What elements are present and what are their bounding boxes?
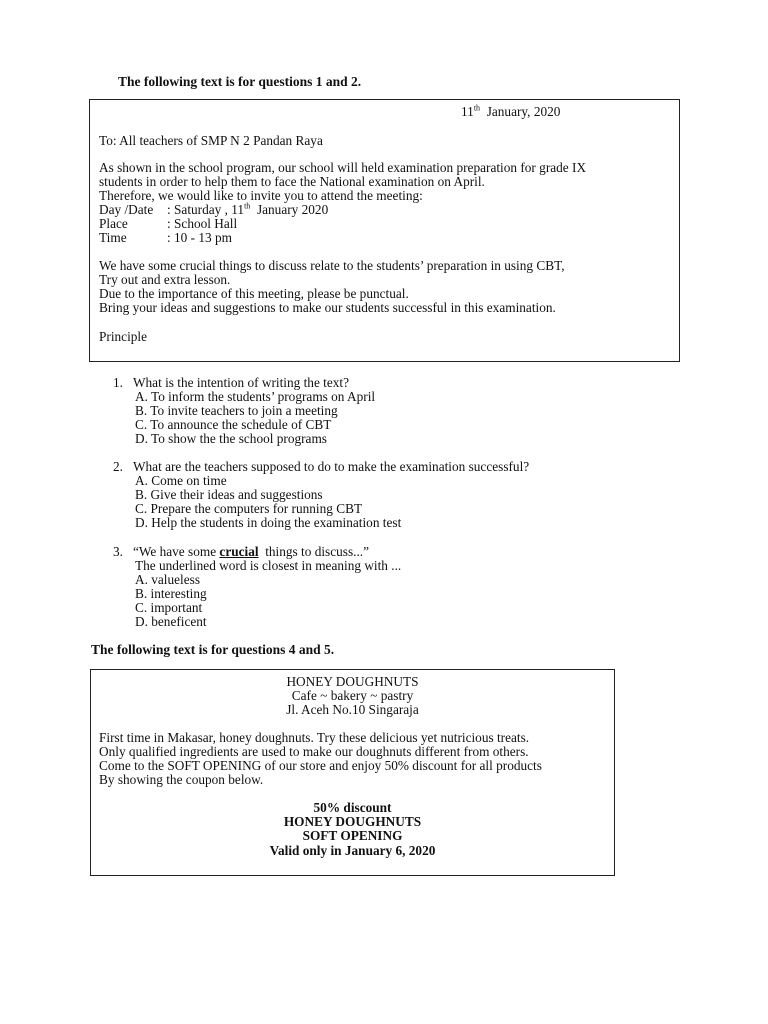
option-b: B. Give their ideas and suggestions: [135, 487, 323, 502]
coupon-discount: 50% discount: [313, 800, 392, 815]
coupon-store-name: HONEY DOUGHNUTS: [283, 814, 422, 829]
option-d: D. beneficent: [135, 614, 207, 629]
meeting-place-value: : School Hall: [167, 216, 238, 231]
option-a: A. Come on time: [135, 473, 227, 488]
option-d: D. To show the the school programs: [135, 431, 327, 446]
ad-body-line4: By showing the coupon below.: [99, 772, 264, 787]
question-3: [113, 545, 401, 629]
letter-date: 11th January, 2020: [461, 103, 561, 119]
question-2: [113, 460, 529, 530]
letter-para1-line1: As shown in the school program, our school will held examination preparation for grade IX: [99, 160, 587, 175]
ad-address: Jl. Aceh No.10 Singaraja: [286, 702, 419, 717]
option-c: C. Prepare the computers for running CBT: [135, 501, 363, 516]
ad-subtitle: Cafe ~ bakery ~ pastry: [291, 688, 414, 703]
option-b: B. To invite teachers to join a meeting: [135, 403, 338, 418]
option-a: A. To inform the students’ programs on April: [135, 389, 376, 404]
underlined-word: crucial: [219, 544, 259, 559]
letter-para1-line2: students in order to help them to face the National examination on April.: [99, 174, 485, 189]
question-number: 3.: [113, 544, 123, 559]
question-text-start: “We have some: [132, 544, 220, 559]
meeting-time-value: : 10 - 13 pm: [167, 230, 233, 245]
section-heading-1: The following text is for questions 1 and 2.: [118, 74, 362, 89]
option-d: D. Help the students in doing the examination test: [135, 515, 402, 530]
ad-title: HONEY DOUGHNUTS: [286, 674, 419, 689]
option-c: C. important: [135, 600, 203, 615]
letter-para2-line4: Bring your ideas and suggestions to make our students successful in this examination.: [99, 300, 556, 315]
letter-recipient: To: All teachers of SMP N 2 Pandan Raya: [99, 133, 323, 148]
question-number: 1.: [113, 375, 123, 390]
option-a: A. valueless: [135, 572, 200, 587]
letter-para1-line3: Therefore, we would like to invite you to attend the meeting:: [99, 188, 423, 203]
coupon-event: SOFT OPENING: [302, 828, 403, 843]
letter-para2-line2: Try out and extra lesson.: [99, 272, 231, 287]
meeting-time-label: Time: [99, 230, 127, 245]
question-1: [113, 376, 375, 446]
ad-body-line3: Come to the SOFT OPENING of our store and enjoy 50% discount for all products: [99, 758, 542, 773]
meeting-day-label: Day /Date: [99, 202, 154, 217]
option-b: B. interesting: [135, 586, 207, 601]
meeting-day-value: : Saturday , 11th January 2020: [167, 201, 329, 217]
question-instruction: The underlined word is closest in meaning with ...: [135, 558, 402, 573]
section-heading-2: The following text is for questions 4 and 5.: [91, 642, 335, 657]
letter-signature: Principle: [99, 329, 148, 344]
question-text: What is the intention of writing the text?: [132, 375, 350, 390]
question-text: What are the teachers supposed to do to make the examination successful?: [132, 459, 530, 474]
letter-para2-line1: We have some crucial things to discuss relate to the students’ preparation in using CBT,: [99, 258, 565, 273]
letter-para2-line3: Due to the importance of this meeting, please be punctual.: [99, 286, 409, 301]
option-c: C. To announce the schedule of CBT: [135, 417, 332, 432]
coupon-validity: Valid only in January 6, 2020: [269, 843, 436, 858]
ad-body-line1: First time in Makasar, honey doughnuts. Try these delicious yet nutricious treats.: [99, 730, 530, 745]
question-number: 2.: [113, 459, 123, 474]
meeting-place-label: Place: [99, 216, 128, 231]
ad-body-line2: Only qualified ingredients are used to make our doughnuts different from others.: [99, 744, 529, 759]
question-text-end: things to discuss...”: [258, 544, 370, 559]
